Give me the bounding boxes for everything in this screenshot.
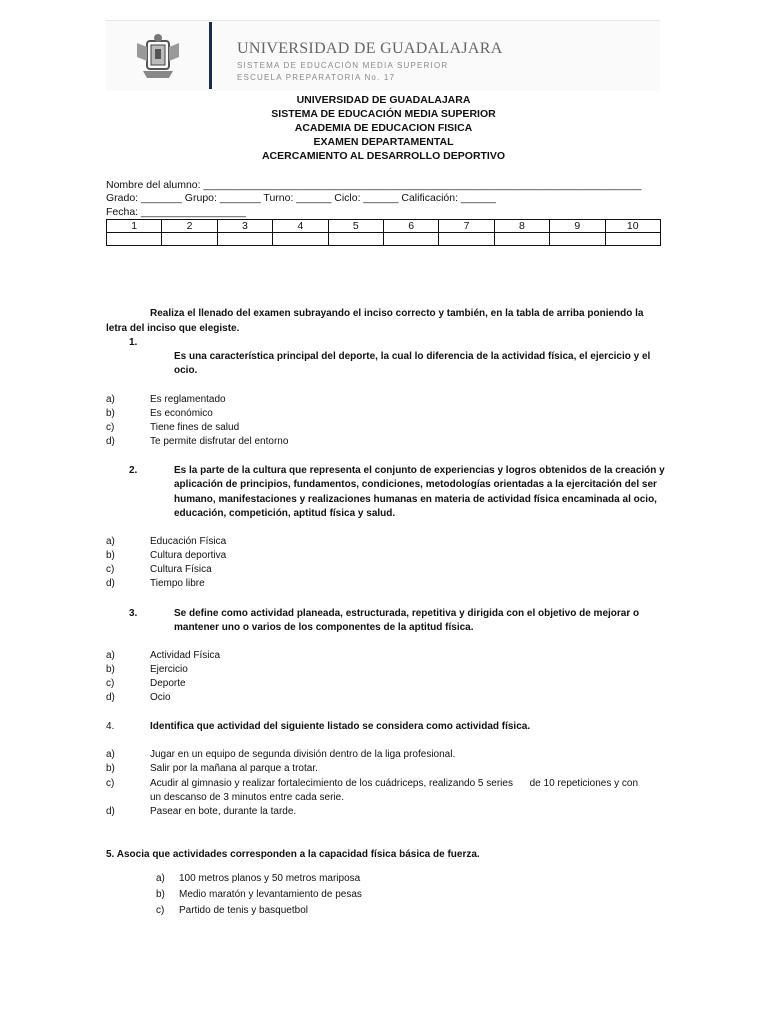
answer-column-header: 3 xyxy=(217,220,272,233)
option-letter: d) xyxy=(106,578,115,589)
question-number: 2. xyxy=(129,465,138,476)
question-2-text: humano, manifestaciones y realizaciones humanas en materia de actividad física encaminada al ocio, xyxy=(174,494,657,505)
answer-cell[interactable] xyxy=(162,233,217,246)
answer-column-header: 7 xyxy=(439,220,494,233)
option-letter: a) xyxy=(106,650,115,661)
option-letter: b) xyxy=(106,408,115,419)
grade-group-field[interactable]: Grado: _______ Grupo: _______ Turno: ______ Ciclo: ______ Calificación: ______ xyxy=(106,192,496,204)
instructions-line1: Realiza el llenado del examen subrayando el inciso correcto y también, en la tabla de arriba poniendo la xyxy=(150,308,644,319)
question-3-text: Se define como actividad planeada, estructurada, repetitiva y dirigida con el objetivo de mejorar o xyxy=(174,608,640,619)
option-text-continued[interactable]: un descanso de 3 minutos entre cada serie. xyxy=(150,792,345,803)
option-letter: d) xyxy=(106,806,115,817)
student-name-field[interactable]: Nombre del alumno: ___________________________________________________________________________ xyxy=(106,179,642,191)
answer-table-header-row xyxy=(107,220,661,233)
option-letter: d) xyxy=(106,436,115,447)
date-field[interactable]: Fecha: __________________ xyxy=(106,206,247,218)
option-letter: b) xyxy=(106,664,115,675)
answer-table xyxy=(106,219,661,246)
title-line: ACERCAMIENTO AL DESARROLLO DEPORTIVO xyxy=(261,150,506,162)
letterhead-system: SISTEMA DE EDUCACIÓN MEDIA SUPERIOR xyxy=(237,61,449,70)
answer-column-header: 5 xyxy=(328,220,383,233)
option-text[interactable]: Educación Física xyxy=(150,536,227,547)
question-5-text: 5. Asocia que actividades corresponden a la capacidad física básica de fuerza. xyxy=(106,849,480,860)
answer-cell[interactable] xyxy=(328,233,383,246)
letterhead-school: ESCUELA PREPARATORIA No. 17 xyxy=(237,73,396,82)
question-number: 3. xyxy=(129,608,138,619)
answer-column-header: 2 xyxy=(162,220,217,233)
option-text[interactable]: Cultura deportiva xyxy=(150,550,227,561)
question-1-text: Es una característica principal del deporte, la cual lo diferencia de la actividad física, el ejercicio y el xyxy=(174,351,651,362)
question-3-text: mantener uno o varios de los componentes de la aptitud física. xyxy=(174,622,474,633)
answer-cell[interactable] xyxy=(383,233,438,246)
question-2-text: educación, competición, aptitud física y salud. xyxy=(174,508,396,519)
answer-column-header: 8 xyxy=(494,220,549,233)
answer-cell[interactable] xyxy=(605,233,660,246)
option-text[interactable]: Ejercicio xyxy=(150,664,188,675)
option-letter: b) xyxy=(106,550,115,561)
option-text[interactable]: Pasear en bote, durante la tarde. xyxy=(150,806,297,817)
option-letter: a) xyxy=(106,749,115,760)
option-text[interactable]: Ocio xyxy=(150,692,171,703)
option-letter: c) xyxy=(106,778,115,789)
university-seal-icon xyxy=(133,33,183,81)
answer-column-header: 1 xyxy=(107,220,162,233)
option-text[interactable]: Te permite disfrutar del entorno xyxy=(150,436,289,447)
answer-column-header: 9 xyxy=(550,220,605,233)
title-line: SISTEMA DE EDUCACIÓN MEDIA SUPERIOR xyxy=(271,108,496,120)
option-letter: a) xyxy=(106,394,115,405)
question-2-text: aplicación de principios, fundamentos, condiciones, metodologías orientadas a la ejercitación del ser xyxy=(174,479,657,490)
answer-table-row xyxy=(107,233,661,246)
question-number: 4. xyxy=(106,721,115,732)
option-letter: c) xyxy=(156,905,165,916)
option-letter: b) xyxy=(106,763,115,774)
option-text[interactable]: Acudir al gimnasio y realizar fortalecimiento de los cuádriceps, realizando 5 series de 10 repeticiones y con xyxy=(150,778,639,789)
answer-column-header: 4 xyxy=(273,220,328,233)
option-text[interactable]: Es económico xyxy=(150,408,213,419)
option-text[interactable]: Actividad Física xyxy=(150,650,221,661)
option-text[interactable]: Deporte xyxy=(150,678,186,689)
option-text[interactable]: 100 metros planos y 50 metros mariposa xyxy=(179,873,361,884)
option-letter: c) xyxy=(106,564,115,575)
exam-titles xyxy=(106,93,661,163)
option-text[interactable]: Es reglamentado xyxy=(150,394,226,405)
option-letter: a) xyxy=(106,536,115,547)
answer-cell[interactable] xyxy=(217,233,272,246)
answer-cell[interactable] xyxy=(273,233,328,246)
option-letter: c) xyxy=(106,678,115,689)
question-2-text: Es la parte de la cultura que representa el conjunto de experiencias y logros obtenidos de la creación y xyxy=(174,465,665,476)
option-text[interactable]: Tiempo libre xyxy=(150,578,205,589)
option-text[interactable]: Jugar en un equipo de segunda división dentro de la liga profesional. xyxy=(150,749,456,760)
option-letter: c) xyxy=(106,422,115,433)
answer-cell[interactable] xyxy=(550,233,605,246)
letterhead-university: UNIVERSIDAD DE GUADALAJARA xyxy=(237,40,503,57)
answer-column-header: 10 xyxy=(605,220,660,233)
option-text[interactable]: Salir por la mañana al parque a trotar. xyxy=(150,763,318,774)
question-number: 1. xyxy=(129,337,138,348)
option-text[interactable]: Tiene fines de salud xyxy=(150,422,240,433)
answer-cell[interactable] xyxy=(439,233,494,246)
option-text[interactable]: Cultura Física xyxy=(150,564,212,575)
title-line: UNIVERSIDAD DE GUADALAJARA xyxy=(296,94,471,106)
option-letter: a) xyxy=(156,873,165,884)
answer-column-header: 6 xyxy=(383,220,438,233)
question-1-text: ocio. xyxy=(174,365,198,376)
option-text[interactable]: Medio maratón y levantamiento de pesas xyxy=(179,889,362,900)
option-letter: b) xyxy=(156,889,165,900)
option-letter: d) xyxy=(106,692,115,703)
letterhead-divider xyxy=(209,22,212,89)
title-line: ACADEMIA DE EDUCACION FISICA xyxy=(294,122,473,134)
title-line: EXAMEN DEPARTAMENTAL xyxy=(313,136,454,148)
instructions-line2: letra del inciso que elegiste. xyxy=(106,323,240,334)
answer-cell[interactable] xyxy=(494,233,549,246)
option-text[interactable]: Partido de tenis y basquetbol xyxy=(179,905,308,916)
answer-cell[interactable] xyxy=(107,233,162,246)
question-4-text: Identifica que actividad del siguiente listado se considera como actividad física. xyxy=(150,721,531,732)
